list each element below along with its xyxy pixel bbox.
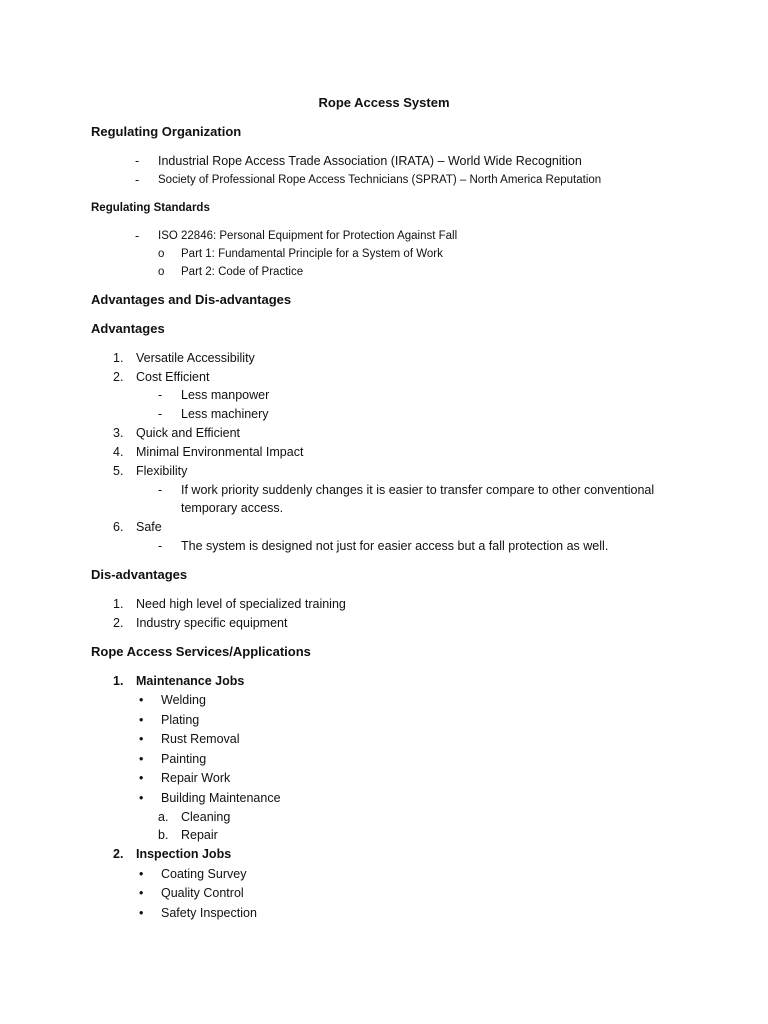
service-category: Inspection Jobs xyxy=(136,847,232,861)
disadvantage-item: Industry specific equipment xyxy=(136,616,288,630)
service-item: Repair Work xyxy=(161,771,231,785)
number-marker: 1. xyxy=(113,351,124,365)
advantage-item: Quick and Efficient xyxy=(136,426,240,440)
number-marker: 6. xyxy=(113,520,124,534)
service-item: Safety Inspection xyxy=(161,906,257,920)
advantage-item: Cost Efficient xyxy=(136,370,210,384)
advantage-item: Minimal Environmental Impact xyxy=(136,445,304,459)
service-item: Building Maintenance xyxy=(161,791,281,805)
number-marker: 2. xyxy=(113,370,124,384)
dash-marker: - xyxy=(158,483,163,497)
service-subitem: Repair xyxy=(181,828,218,842)
number-marker: 2. xyxy=(113,847,124,861)
service-item: Painting xyxy=(161,752,207,766)
circle-marker: o xyxy=(158,248,165,260)
advantage-subitem: If work priority suddenly changes it is easier to transfer compare to other conventional xyxy=(181,483,655,497)
service-item: Rust Removal xyxy=(161,732,240,746)
circle-marker: o xyxy=(158,266,165,278)
list-item-iso: ISO 22846: Personal Equipment for Protection Against Fall xyxy=(158,230,458,242)
advantage-item: Versatile Accessibility xyxy=(136,351,255,365)
number-marker: 2. xyxy=(113,616,124,630)
list-item-sprat: Society of Professional Rope Access Technicians (SPRAT) – North America Reputation xyxy=(158,174,602,186)
number-marker: 4. xyxy=(113,445,124,459)
bullet-marker: • xyxy=(139,752,144,766)
dash-marker: - xyxy=(158,407,163,421)
heading-regulating-standards: Regulating Standards xyxy=(91,202,210,214)
heading-regulating-organization: Regulating Organization xyxy=(91,124,242,139)
bullet-marker: • xyxy=(139,791,144,805)
letter-marker: b. xyxy=(158,828,169,842)
bullet-marker: • xyxy=(139,886,144,900)
number-marker: 1. xyxy=(113,597,124,611)
bullet-marker: • xyxy=(139,713,144,727)
advantage-subitem: The system is designed not just for easier access but a fall protection as well. xyxy=(181,539,609,553)
number-marker: 5. xyxy=(113,464,124,478)
advantage-item: Safe xyxy=(136,520,162,534)
bullet-marker: • xyxy=(139,771,144,785)
service-category: Maintenance Jobs xyxy=(136,674,245,688)
bullet-marker: • xyxy=(139,867,144,881)
bullet-marker: • xyxy=(139,693,144,707)
dash-marker: - xyxy=(135,229,140,243)
advantage-subitem-continuation: temporary access. xyxy=(181,501,284,515)
list-item-part2: Part 2: Code of Practice xyxy=(181,266,304,278)
heading-advantages-disadvantages: Advantages and Dis-advantages xyxy=(91,292,292,307)
advantage-subitem: Less machinery xyxy=(181,407,269,421)
letter-marker: a. xyxy=(158,810,169,824)
heading-disadvantages: Dis-advantages xyxy=(91,567,188,582)
dash-marker: - xyxy=(135,173,140,187)
service-item: Quality Control xyxy=(161,886,244,900)
number-marker: 1. xyxy=(113,674,124,688)
heading-advantages: Advantages xyxy=(91,321,165,336)
dash-marker: - xyxy=(158,388,163,402)
advantage-subitem: Less manpower xyxy=(181,388,270,402)
heading-services: Rope Access Services/Applications xyxy=(91,644,311,659)
document-title: Rope Access System xyxy=(318,95,450,110)
disadvantage-item: Need high level of specialized training xyxy=(136,597,346,611)
service-item: Welding xyxy=(161,693,206,707)
advantage-item: Flexibility xyxy=(136,464,188,478)
service-item: Plating xyxy=(161,713,200,727)
dash-marker: - xyxy=(135,154,140,168)
bullet-marker: • xyxy=(139,732,144,746)
service-item: Coating Survey xyxy=(161,867,247,881)
list-item-irata: Industrial Rope Access Trade Association (IRATA) – World Wide Recognition xyxy=(158,154,582,168)
service-subitem: Cleaning xyxy=(181,810,231,824)
bullet-marker: • xyxy=(139,906,144,920)
list-item-part1: Part 1: Fundamental Principle for a System of Work xyxy=(181,248,443,260)
dash-marker: - xyxy=(158,539,163,553)
number-marker: 3. xyxy=(113,426,124,440)
